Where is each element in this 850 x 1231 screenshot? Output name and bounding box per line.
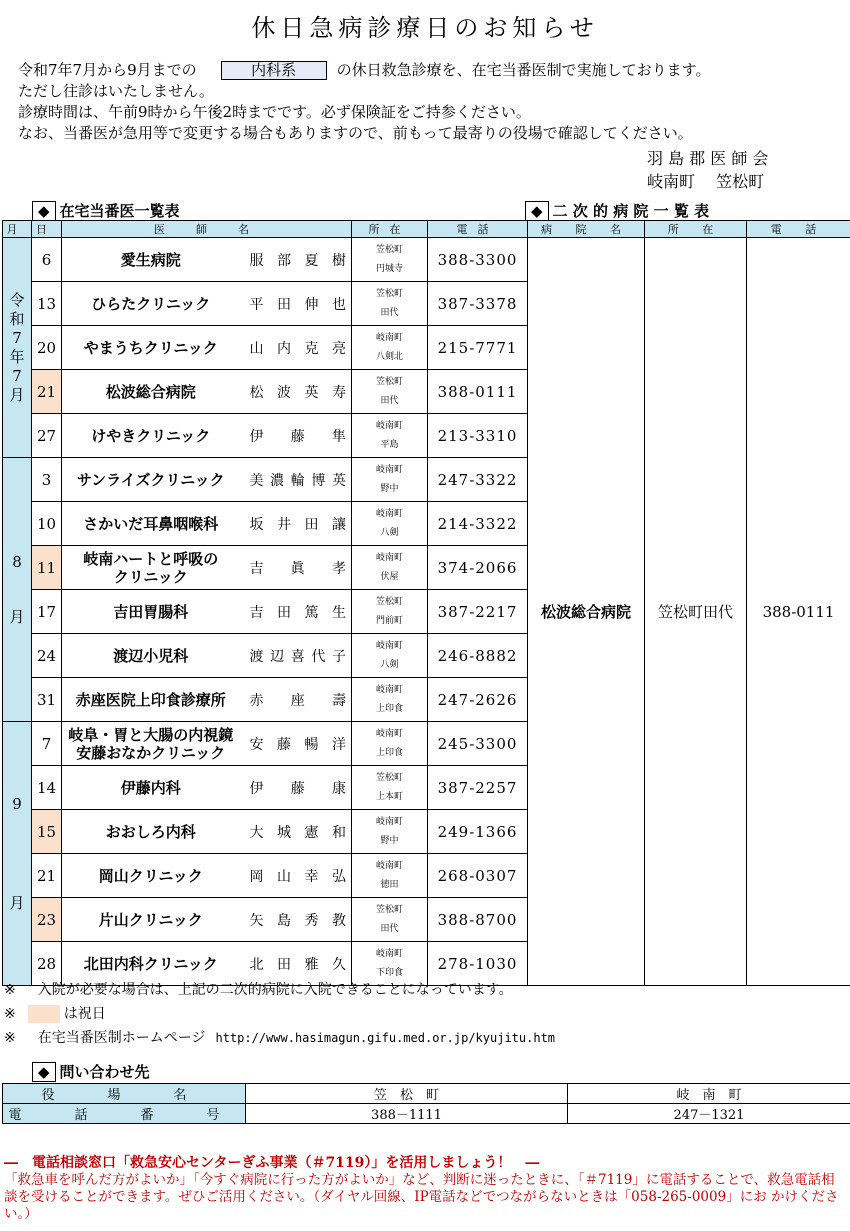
note-holiday <box>4 1002 555 1026</box>
area: 八剣北 <box>375 351 403 362</box>
town: 笠松町 <box>375 596 403 607</box>
phone-cell: 388-8700 <box>428 898 528 942</box>
note-mark: ※ <box>4 1006 16 1022</box>
clinic-name <box>62 722 240 766</box>
secondary-hospital-name: 松波総合病院 <box>528 238 645 986</box>
month-september <box>3 722 32 986</box>
inquiry-title: 問い合わせ先 <box>59 1063 150 1081</box>
intro-line1-pre: 令和7年7月から9月までの <box>18 61 197 79</box>
town: 岐南町 <box>375 464 403 475</box>
town: 岐南町 <box>375 552 403 563</box>
phone-label: 電 話 番 号 <box>3 1104 246 1124</box>
town: 笠松町 <box>375 772 403 783</box>
duty-list-title: 在宅当番医一覧表 <box>59 202 180 220</box>
phone-cell: 215-7771 <box>428 326 528 370</box>
location-cell <box>352 414 428 458</box>
note-admission <box>4 978 555 1002</box>
note-holiday-text: は祝日 <box>63 1006 106 1022</box>
clinic-name: けやきクリニック <box>62 414 240 458</box>
day-cell: 24 <box>32 634 62 678</box>
department-box: 内科系 <box>221 61 327 80</box>
clinic-name: サンライズクリニック <box>62 458 240 502</box>
location-cell <box>352 326 428 370</box>
doctor-name: 伊藤康 <box>240 766 352 810</box>
phone-cell: 388-3300 <box>428 238 528 282</box>
secondary-hospital-location: 笠松町田代 <box>645 238 747 986</box>
day-cell: 27 <box>32 414 62 458</box>
header-day: 日 <box>32 221 62 238</box>
kasamatsu-phone: 388－1111 <box>246 1104 568 1124</box>
medical-association-name: 羽 島 郡 医 師 会 <box>647 149 769 168</box>
clinic-name-line1: 岐南ハートと呼吸の <box>83 549 219 568</box>
day-cell: 3 <box>32 458 62 502</box>
notes <box>4 978 555 1050</box>
day-cell: 28 <box>32 942 62 986</box>
town: 岐南町 <box>375 860 403 871</box>
area: 平島 <box>380 439 399 450</box>
office-label: 役 場 名 <box>3 1084 246 1104</box>
location-cell <box>352 722 428 766</box>
phone-cell: 268-0307 <box>428 854 528 898</box>
phone-cell: 387-3378 <box>428 282 528 326</box>
clinic-name: ひらたクリニック <box>62 282 240 326</box>
town: 笠松町 <box>375 244 403 255</box>
day-cell: 7 <box>32 722 62 766</box>
clinic-name <box>62 546 240 590</box>
secondary-list-heading <box>525 200 709 221</box>
intro-line2: ただし往診はいたしません。 <box>18 82 214 100</box>
day-cell: 10 <box>32 502 62 546</box>
location-cell <box>352 502 428 546</box>
clinic-name: さかいだ耳鼻咽喉科 <box>62 502 240 546</box>
diamond-icon: ◆ <box>32 1062 56 1082</box>
area: 上印食 <box>375 747 403 758</box>
town: 岐南町 <box>375 420 403 431</box>
area: 徳田 <box>380 879 399 890</box>
area: 伏屋 <box>380 571 399 582</box>
doctor-name: 坂井田讓 <box>240 502 352 546</box>
note-mark: ※ <box>4 982 16 998</box>
month-september-num: 9 <box>12 794 22 813</box>
inquiry-heading <box>32 1061 150 1082</box>
header-hospital-phone: 電 話 <box>747 221 850 238</box>
area: 田代 <box>380 395 399 406</box>
clinic-name: 吉田胃腸科 <box>62 590 240 634</box>
kasamatsu-office: 笠 松 町 <box>246 1084 568 1104</box>
clinic-name: 片山クリニック <box>62 898 240 942</box>
area: 野中 <box>380 483 399 494</box>
intro-line3: 診療時間は、午前9時から午後2時までです。必ず保険証をご持参ください。 <box>18 103 531 121</box>
clinic-name-line2: クリニック <box>113 567 188 586</box>
location-cell <box>352 370 428 414</box>
day-cell: 17 <box>32 590 62 634</box>
town: 笠松町 <box>375 288 403 299</box>
secondary-hospital-phone: 388-0111 <box>747 238 850 986</box>
doctor-name: 吉眞孝 <box>240 546 352 590</box>
clinic-name: おおしろ内科 <box>62 810 240 854</box>
town: 岐南町 <box>375 332 403 343</box>
day-cell-holiday: 23 <box>32 898 62 942</box>
month-september-label: 月 <box>9 893 25 912</box>
doctor-name: 吉田篤生 <box>240 590 352 634</box>
doctor-name: 伊藤隼 <box>240 414 352 458</box>
phone-cell: 247-2626 <box>428 678 528 722</box>
area: 下印食 <box>375 967 403 978</box>
month-august <box>3 458 32 722</box>
table-header-row <box>3 221 850 238</box>
doctor-name: 北田雅久 <box>240 942 352 986</box>
doctor-name: 松波英寿 <box>240 370 352 414</box>
secondary-list-title: 二 次 的 病 院 一 覧 表 <box>552 202 710 220</box>
clinic-name: 松波総合病院 <box>62 370 240 414</box>
phone-cell: 387-2257 <box>428 766 528 810</box>
doctor-name: 渡辺喜代子 <box>240 634 352 678</box>
phone-cell: 247-3322 <box>428 458 528 502</box>
consultation-body: 「救急車を呼んだ方がよいか」「今すぐ病院に行った方がよいか」など、判断に迷ったときに、「＃7119」に電話することで、救急電話相談を受けることができます。ぜひご活用ください。（ダイヤル回線、IP電話などでつながらないときは「058-265-0009」にお かけください。） <box>4 1172 839 1222</box>
doctor-name: 美濃輪博英 <box>240 458 352 502</box>
phone-cell: 374-2066 <box>428 546 528 590</box>
phone-cell: 214-3322 <box>428 502 528 546</box>
town: 岐南町 <box>375 640 403 651</box>
month-august-label: 月 <box>9 607 25 626</box>
clinic-name-line2: 安藤おなかクリニック <box>76 743 226 762</box>
town: 笠松町 <box>375 376 403 387</box>
inquiry-row-phone <box>3 1104 850 1124</box>
area: 田代 <box>380 307 399 318</box>
phone-cell: 387-2217 <box>428 590 528 634</box>
header-doctor: 医 師 名 <box>62 221 352 238</box>
header-location: 所在 <box>352 221 428 238</box>
town: 岐南町 <box>375 816 403 827</box>
clinic-name: やまうちクリニック <box>62 326 240 370</box>
location-cell <box>352 546 428 590</box>
day-cell: 20 <box>32 326 62 370</box>
day-cell: 13 <box>32 282 62 326</box>
clinic-name: 岡山クリニック <box>62 854 240 898</box>
phone-cell: 245-3300 <box>428 722 528 766</box>
intro-text <box>18 60 710 144</box>
header-hospital: 病 院 名 <box>528 221 645 238</box>
note-mark: ※ <box>4 1030 16 1046</box>
day-cell: 31 <box>32 678 62 722</box>
location-cell <box>352 678 428 722</box>
intro-line1-post: の休日救急診療を、在宅当番医制で実施しております。 <box>336 61 711 79</box>
phone-cell: 246-8882 <box>428 634 528 678</box>
phone-cell: 388-0111 <box>428 370 528 414</box>
day-cell-holiday: 11 <box>32 546 62 590</box>
doctor-name: 平田伸也 <box>240 282 352 326</box>
diamond-icon: ◆ <box>525 201 549 221</box>
clinic-name: 赤座医院上印食診療所 <box>62 678 240 722</box>
holiday-swatch <box>28 1005 60 1023</box>
doctor-name: 岡山幸弘 <box>240 854 352 898</box>
month-july-label: 令和7年7月 <box>9 290 25 404</box>
consultation-notice <box>4 1155 846 1223</box>
area: 上本町 <box>375 791 403 802</box>
day-cell: 14 <box>32 766 62 810</box>
phone-cell: 278-1030 <box>428 942 528 986</box>
town: 岐南町 <box>375 684 403 695</box>
location-cell <box>352 898 428 942</box>
homepage-link[interactable]: http://www.hasimagun.gifu.med.or.jp/kyujitu.htm <box>215 1031 556 1045</box>
phone-cell: 249-1366 <box>428 810 528 854</box>
note-admission-text: 入院が必要な場合は、上記の二次的病院に入院できることになっています。 <box>37 982 513 998</box>
note-homepage <box>4 1026 555 1050</box>
towns-name: 岐南町 笠松町 <box>647 172 765 191</box>
town: 岐南町 <box>375 508 403 519</box>
inquiry-row-office <box>3 1084 850 1104</box>
month-august-num: 8 <box>12 552 22 571</box>
area: 八剣 <box>380 527 399 538</box>
clinic-name-line1: 岐阜・胃と大腸の内視鏡 <box>68 725 234 744</box>
town: 岐南町 <box>375 728 403 739</box>
clinic-name: 愛生病院 <box>62 238 240 282</box>
location-cell <box>352 854 428 898</box>
month-july <box>3 238 32 458</box>
day-cell-holiday: 15 <box>32 810 62 854</box>
doctor-name: 赤座壽 <box>240 678 352 722</box>
town: 笠松町 <box>375 904 403 915</box>
duty-schedule-table <box>2 220 850 986</box>
consultation-heading: ― 電話相談窓口「救急安心センターぎふ事業（＃7119）」を活用しましょう！ ― <box>4 1155 540 1171</box>
location-cell <box>352 282 428 326</box>
doctor-name: 矢島秀教 <box>240 898 352 942</box>
header-month: 月 <box>3 221 32 238</box>
table-row <box>3 238 850 282</box>
day-cell-holiday: 21 <box>32 370 62 414</box>
diamond-icon: ◆ <box>32 201 56 221</box>
clinic-name: 渡辺小児科 <box>62 634 240 678</box>
day-cell: 6 <box>32 238 62 282</box>
doctor-name: 安藤暢洋 <box>240 722 352 766</box>
location-cell <box>352 766 428 810</box>
area: 野中 <box>380 835 399 846</box>
note-homepage-text: 在宅当番医制ホームページ <box>37 1030 206 1046</box>
doctor-name: 服部夏樹 <box>240 238 352 282</box>
ginan-phone: 247－1321 <box>568 1104 850 1124</box>
ginan-office: 岐 南 町 <box>568 1084 850 1104</box>
area: 八剣 <box>380 659 399 670</box>
page-title: 休日急病診療日のお知らせ <box>251 14 599 42</box>
area: 円城寺 <box>375 263 403 274</box>
intro-line4: なお、当番医が急用等で変更する場合もありますので、前もって最寄りの役場で確認してください。 <box>18 124 693 142</box>
duty-list-heading <box>32 200 180 221</box>
area: 門前町 <box>375 615 403 626</box>
location-cell <box>352 238 428 282</box>
clinic-name: 北田内科クリニック <box>62 942 240 986</box>
doctor-name: 山内克亮 <box>240 326 352 370</box>
inquiry-table <box>2 1083 850 1124</box>
town: 岐南町 <box>375 948 403 959</box>
day-cell: 21 <box>32 854 62 898</box>
clinic-name: 伊藤内科 <box>62 766 240 810</box>
area: 上印食 <box>375 703 403 714</box>
location-cell <box>352 590 428 634</box>
phone-cell: 213-3310 <box>428 414 528 458</box>
header-phone: 電話 <box>428 221 528 238</box>
header-hospital-location: 所 在 <box>645 221 747 238</box>
location-cell <box>352 634 428 678</box>
location-cell <box>352 458 428 502</box>
location-cell <box>352 810 428 854</box>
area: 田代 <box>380 923 399 934</box>
doctor-name: 大城憲和 <box>240 810 352 854</box>
